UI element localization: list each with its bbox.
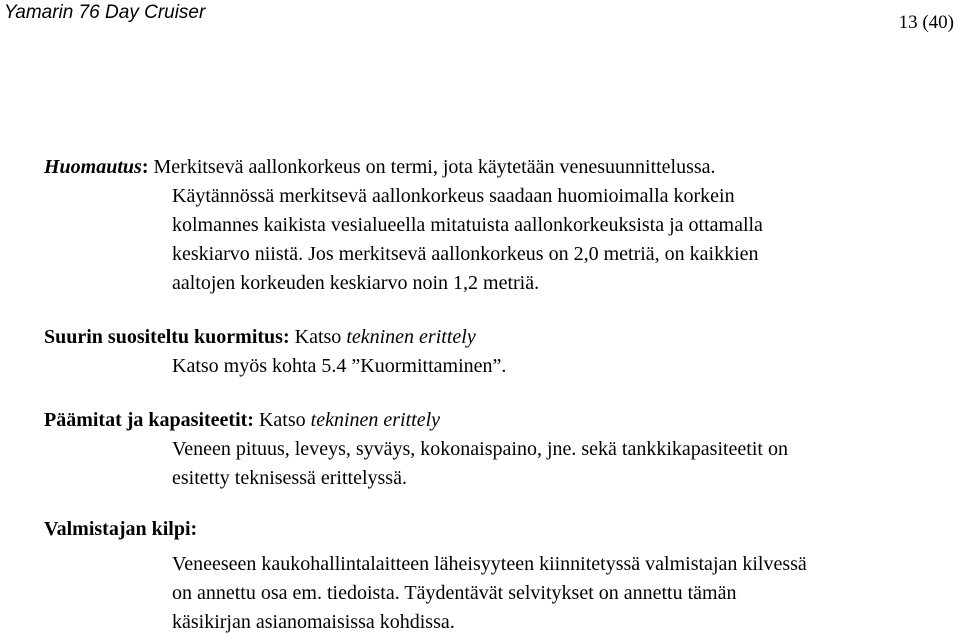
load-first-line xyxy=(44,323,944,352)
dimensions-label: Päämitat ja kapasiteetit xyxy=(44,409,248,431)
dimensions-prefix: Katso xyxy=(258,409,306,431)
note-paragraph xyxy=(44,153,944,298)
dimensions-reference: tekninen erittely xyxy=(310,409,441,431)
document-title: Yamarin 76 Day Cruiser xyxy=(4,2,206,23)
dimensions-colon: : xyxy=(247,409,254,431)
load-label: Suurin suositeltu kuormitus xyxy=(44,326,283,348)
page-number: 13 (40) xyxy=(898,12,954,33)
page-header xyxy=(0,0,960,40)
note-line-5: aaltojen korkeuden keskiarvo noin 1,2 metriä. xyxy=(172,272,540,294)
dimensions-line-1: Veneen pituus, leveys, syväys, kokonaispaino, jne. sekä tankkikapasiteetit on xyxy=(172,438,788,460)
note-colon: : xyxy=(141,156,149,178)
dimensions-line-2: esitetty teknisessä erittelyssä. xyxy=(172,467,407,489)
load-reference: tekninen erittely xyxy=(346,326,476,348)
plate-label: Valmistajan kilpi: xyxy=(44,518,198,540)
note-label: Huomautus xyxy=(44,156,142,178)
load-prefix: Katso xyxy=(294,326,342,348)
dimensions-first-line xyxy=(44,406,944,435)
plate-line-1: Veneeseen kaukohallintalaitteen läheisyyteen kiinnitetyssä valmistajan kilvessä xyxy=(172,553,807,575)
note-line-4: keskiarvo niistä. Jos merkitsevä aallonkorkeus on 2,0 metriä, on kaikkien xyxy=(172,243,759,265)
plate-paragraph xyxy=(44,515,944,637)
note-line-1: Merkitsevä aallonkorkeus on termi, jota käytetään venesuunnittelussa. xyxy=(153,156,716,178)
note-first-line xyxy=(44,153,944,182)
load-colon: : xyxy=(282,326,290,348)
load-sub-line: Katso myös kohta 5.4 ”Kuormittaminen”. xyxy=(172,355,507,377)
note-line-2: Käytännössä merkitsevä aallonkorkeus saadaan huomioimalla korkein xyxy=(172,185,735,207)
load-paragraph xyxy=(44,323,944,381)
dimensions-paragraph xyxy=(44,406,944,493)
plate-line-2: on annettu osa em. tiedoista. Täydentävät selvitykset on annettu tämän xyxy=(172,582,737,604)
note-line-3: kolmannes kaikista vesialueella mitatuista aallonkorkeuksista ja ottamalla xyxy=(172,214,763,236)
plate-line-3: käsikirjan asianomaisissa kohdissa. xyxy=(172,611,455,633)
